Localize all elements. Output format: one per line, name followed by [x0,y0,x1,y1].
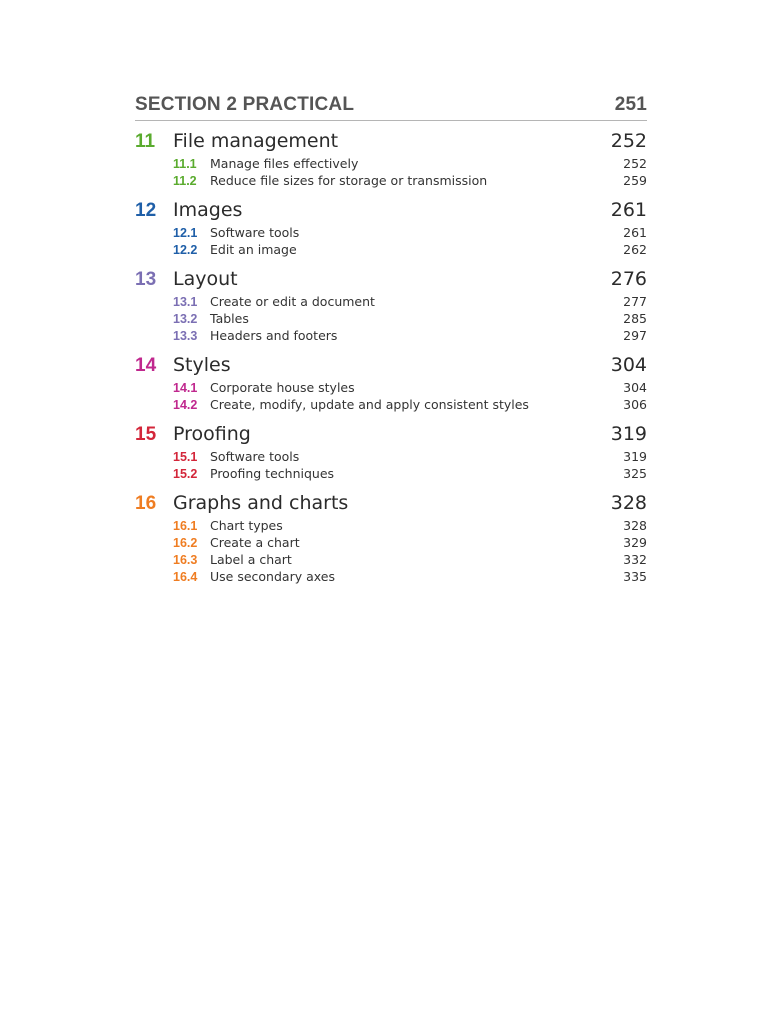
chapter-list [135,130,647,586]
subsection-row[interactable] [173,294,647,311]
chapter-title: Layout [173,268,238,290]
subsection-row[interactable] [173,552,647,569]
chapter-number: 15 [135,424,157,445]
chapter-number: 12 [135,200,157,221]
subsection-row[interactable] [173,156,647,173]
chapter-page-number: 276 [610,268,647,290]
subsection-page-number: 328 [623,518,647,533]
chapter-title: Images [173,199,243,221]
chapter-page-number: 304 [610,354,647,376]
chapter-title: File management [173,130,339,152]
subsection-number: 16.2 [173,536,198,550]
chapter-number: 11 [135,131,156,152]
subsection-title: Tables [210,311,249,326]
subsection-title: Proofing techniques [210,466,335,481]
subsection-row[interactable] [173,173,647,190]
chapter-number: 14 [135,355,157,376]
subsection-page-number: 262 [623,242,647,257]
subsection-number: 15.1 [173,450,198,464]
subsection-title: Chart types [210,518,283,533]
chapter-page-number: 328 [610,492,647,514]
subsection-title: Use secondary axes [210,569,335,584]
chapter-row[interactable] [135,268,647,294]
subsection-title: Create, modify, update and apply consistent styles [210,397,529,412]
table-of-contents [135,94,647,586]
chapter-row[interactable] [135,492,647,518]
subsection-title: Label a chart [210,552,292,567]
chapter-title: Proofing [173,423,251,445]
subsection-page-number: 335 [623,569,647,584]
subsection-title: Headers and footers [210,328,338,343]
subsection-page-number: 319 [623,449,647,464]
chapter-row[interactable] [135,354,647,380]
section-page: 251 [614,94,647,115]
subsection-title: Create or edit a document [210,294,375,309]
subsection-row[interactable] [173,397,647,414]
subsection-number: 11.2 [173,174,197,188]
subsection-page-number: 304 [623,380,647,395]
subsection-number: 11.1 [173,157,197,171]
subsection-number: 16.3 [173,553,198,567]
chapter-row[interactable] [135,423,647,449]
subsection-row[interactable] [173,242,647,259]
subsection-number: 13.1 [173,295,198,309]
subsection-number: 16.4 [173,570,198,584]
subsection-number: 14.1 [173,381,198,395]
subsection-row[interactable] [173,466,647,483]
subsection-number: 13.2 [173,312,198,326]
chapter-row[interactable] [135,130,647,156]
subsection-number: 14.2 [173,398,198,412]
subsection-page-number: 325 [623,466,647,481]
subsection-row[interactable] [173,569,647,586]
subsection-row[interactable] [173,328,647,345]
subsection-page-number: 306 [623,397,647,412]
chapter-title: Styles [173,354,231,376]
subsection-title: Reduce file sizes for storage or transmission [210,173,488,188]
chapter-12 [135,199,647,259]
chapter-16 [135,492,647,586]
chapter-page-number: 261 [610,199,647,221]
subsection-row[interactable] [173,449,647,466]
subsection-page-number: 285 [623,311,647,326]
section-title: SECTION 2 PRACTICAL [135,94,355,115]
subsection-title: Create a chart [210,535,300,550]
chapter-13 [135,268,647,345]
chapter-page-number: 252 [610,130,647,152]
subsection-page-number: 277 [623,294,647,309]
subsection-number: 15.2 [173,467,198,481]
subsection-row[interactable] [173,518,647,535]
chapter-row[interactable] [135,199,647,225]
subsection-title: Software tools [210,449,300,464]
subsection-page-number: 332 [623,552,647,567]
chapter-11 [135,130,647,190]
subsection-number: 13.3 [173,329,198,343]
subsection-number: 16.1 [173,519,198,533]
subsection-number: 12.1 [173,226,198,240]
chapter-number: 16 [135,493,157,514]
subsection-title: Software tools [210,225,300,240]
chapter-14 [135,354,647,414]
subsection-title: Edit an image [210,242,297,257]
subsection-title: Corporate house styles [210,380,355,395]
chapter-number: 13 [135,269,157,290]
subsection-page-number: 261 [623,225,647,240]
subsection-row[interactable] [173,225,647,242]
chapter-15 [135,423,647,483]
section-header [135,94,647,121]
subsection-number: 12.2 [173,243,198,257]
subsection-page-number: 259 [623,173,647,188]
chapter-page-number: 319 [610,423,647,445]
chapter-title: Graphs and charts [173,492,349,514]
subsection-row[interactable] [173,535,647,552]
subsection-title: Manage files effectively [210,156,359,171]
subsection-row[interactable] [173,380,647,397]
subsection-row[interactable] [173,311,647,328]
subsection-page-number: 252 [623,156,647,171]
subsection-page-number: 297 [623,328,647,343]
subsection-page-number: 329 [623,535,647,550]
